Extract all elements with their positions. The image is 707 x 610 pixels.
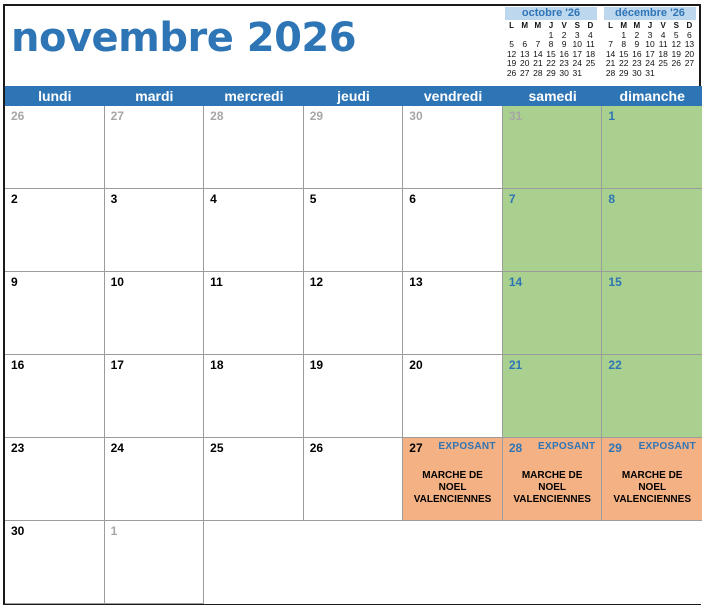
- day-number: 1: [110, 524, 118, 538]
- mini-calendar-title: décembre '26: [604, 7, 696, 20]
- day-number: 30: [11, 524, 25, 538]
- day-cell[interactable]: [503, 189, 603, 272]
- event-line: NOEL: [638, 482, 667, 493]
- day-cell[interactable]: [105, 355, 205, 438]
- event-description[interactable]: [403, 470, 502, 506]
- day-cell[interactable]: [403, 106, 503, 189]
- mini-day-header: V: [561, 21, 567, 30]
- mini-day[interactable]: 17: [645, 48, 655, 59]
- mini-day[interactable]: 23: [559, 58, 569, 69]
- weekday-label: lundi: [38, 88, 72, 104]
- day-cell[interactable]: [105, 521, 205, 604]
- mini-day[interactable]: 28: [533, 67, 543, 78]
- day-cell[interactable]: [5, 189, 105, 272]
- day-number: 19: [309, 358, 324, 372]
- mini-day[interactable]: [657, 69, 670, 79]
- mini-day[interactable]: 4: [660, 29, 666, 40]
- day-cell[interactable]: [5, 521, 105, 604]
- mini-day[interactable]: 21: [605, 58, 616, 69]
- mini-day[interactable]: 4: [588, 29, 593, 40]
- mini-day-header: J: [647, 21, 653, 30]
- day-cell[interactable]: [304, 355, 404, 438]
- mini-calendar-title: octobre '26: [505, 7, 597, 20]
- weekday-header: [5, 86, 702, 106]
- day-number: 26: [11, 109, 25, 123]
- weekday-label: mercredi: [224, 88, 284, 104]
- mini-day[interactable]: 26: [506, 67, 517, 78]
- mini-day[interactable]: 6: [522, 39, 528, 50]
- mini-day[interactable]: 12: [506, 48, 517, 59]
- event-line: NOEL: [538, 482, 567, 493]
- mini-day[interactable]: [584, 69, 597, 79]
- day-cell[interactable]: [204, 438, 304, 521]
- weekday-label: dimanche: [619, 88, 685, 104]
- mini-day[interactable]: 24: [572, 58, 582, 69]
- day-cell[interactable]: [204, 106, 304, 189]
- mini-calendar-december: [604, 7, 696, 79]
- mini-day[interactable]: 3: [574, 29, 580, 40]
- event-description[interactable]: [602, 470, 702, 506]
- event-line: VALENCIENNES: [413, 494, 492, 505]
- mini-day-header: M: [521, 21, 529, 30]
- mini-day[interactable]: 18: [585, 48, 596, 59]
- day-cell[interactable]: [503, 106, 603, 189]
- day-number: 9: [11, 275, 18, 289]
- day-cell[interactable]: [105, 189, 205, 272]
- empty-cell: [503, 521, 603, 604]
- day-number: 18: [210, 358, 224, 372]
- day-number: 6: [409, 192, 416, 206]
- day-number: 7: [508, 192, 516, 206]
- day-number: 13: [409, 275, 423, 289]
- mini-calendar-grid: [505, 21, 597, 79]
- day-cell[interactable]: [403, 355, 503, 438]
- mini-day[interactable]: 11: [658, 39, 668, 50]
- day-number: 5: [309, 192, 317, 206]
- mini-day[interactable]: [670, 69, 683, 79]
- mini-day[interactable]: 19: [671, 48, 681, 59]
- event-line: MARCHE DE: [422, 470, 483, 481]
- mini-day[interactable]: 10: [572, 39, 582, 50]
- day-cell[interactable]: [204, 272, 304, 355]
- mini-day[interactable]: [683, 69, 696, 79]
- mini-day[interactable]: 9: [634, 39, 640, 50]
- day-cell[interactable]: [304, 189, 404, 272]
- mini-day[interactable]: 1: [548, 29, 554, 40]
- day-cell[interactable]: [403, 272, 503, 355]
- mini-day[interactable]: 15: [618, 48, 629, 59]
- mini-day[interactable]: 20: [519, 58, 530, 69]
- day-cell[interactable]: [602, 106, 702, 189]
- event-tag: EXPOSANT: [438, 441, 496, 452]
- mini-day[interactable]: 13: [519, 48, 530, 59]
- day-cell[interactable]: [5, 272, 105, 355]
- mini-day[interactable]: 29: [546, 67, 556, 78]
- mini-day[interactable]: 9: [561, 39, 567, 50]
- mini-day[interactable]: 19: [506, 58, 517, 69]
- mini-day[interactable]: 14: [605, 48, 616, 59]
- day-cell[interactable]: [105, 106, 205, 189]
- day-number: 28: [508, 441, 523, 455]
- day-cell[interactable]: [5, 106, 105, 189]
- mini-day[interactable]: 2: [634, 29, 640, 40]
- day-number: 10: [110, 275, 124, 289]
- mini-day[interactable]: 1: [621, 29, 627, 40]
- mini-day[interactable]: 15: [546, 48, 556, 59]
- day-number: 12: [309, 275, 324, 289]
- day-number: 17: [110, 358, 124, 372]
- mini-day[interactable]: 25: [585, 58, 596, 69]
- weekday-label: jeudi: [337, 88, 370, 104]
- day-number: 24: [110, 441, 124, 455]
- day-number: 3: [110, 192, 118, 206]
- mini-day-header: S: [673, 21, 679, 30]
- empty-cell: [602, 521, 702, 604]
- day-cell[interactable]: [403, 189, 503, 272]
- mini-day[interactable]: 24: [645, 58, 655, 69]
- mini-day[interactable]: 26: [671, 58, 681, 69]
- empty-cell: [204, 521, 304, 604]
- day-cell[interactable]: [204, 355, 304, 438]
- mini-calendar-october: [505, 7, 597, 79]
- mini-day[interactable]: 27: [519, 67, 530, 78]
- day-number: 15: [608, 275, 622, 289]
- mini-day[interactable]: 22: [618, 58, 629, 69]
- mini-day[interactable]: 25: [658, 58, 668, 69]
- mini-day[interactable]: 8: [621, 39, 627, 50]
- mini-day-header: L: [608, 21, 614, 30]
- month-grid: [5, 106, 702, 604]
- mini-day[interactable]: 16: [632, 48, 642, 59]
- mini-day[interactable]: 30: [632, 67, 642, 78]
- day-number: 28: [210, 109, 224, 123]
- mini-day-header: S: [574, 21, 580, 30]
- day-cell[interactable]: [5, 355, 105, 438]
- day-number: 27: [409, 441, 423, 455]
- day-number: 27: [110, 109, 124, 123]
- mini-day[interactable]: 16: [559, 48, 569, 59]
- day-number: 2: [11, 192, 18, 206]
- day-number: 31: [508, 109, 523, 123]
- day-number: 4: [210, 192, 217, 206]
- mini-day-header: M: [633, 21, 641, 30]
- event-line: VALENCIENNES: [613, 494, 691, 505]
- day-number: 14: [508, 275, 523, 289]
- mini-day[interactable]: 30: [559, 67, 569, 78]
- mini-day[interactable]: 11: [586, 39, 595, 50]
- day-cell[interactable]: [105, 438, 205, 521]
- event-line: MARCHE DE: [621, 470, 683, 481]
- day-number: 21: [508, 358, 523, 372]
- day-number: 29: [608, 441, 622, 455]
- day-number: 1: [608, 109, 616, 123]
- day-cell[interactable]: [503, 438, 603, 521]
- day-cell[interactable]: [105, 272, 205, 355]
- empty-cell: [403, 521, 503, 604]
- empty-cell: [304, 521, 404, 604]
- event-description[interactable]: [503, 470, 602, 506]
- event-line: MARCHE DE: [521, 470, 583, 481]
- day-number: 25: [210, 441, 224, 455]
- day-number: 8: [608, 192, 616, 206]
- day-number: 22: [608, 358, 622, 372]
- mini-day[interactable]: 8: [548, 39, 554, 50]
- mini-day[interactable]: 5: [509, 39, 514, 50]
- day-cell[interactable]: [204, 189, 304, 272]
- day-cell[interactable]: [304, 272, 404, 355]
- mini-day[interactable]: 7: [535, 39, 541, 50]
- mini-day[interactable]: 31: [572, 67, 582, 78]
- mini-day[interactable]: 31: [645, 67, 655, 78]
- mini-day[interactable]: 7: [608, 39, 613, 50]
- weekday-label: samedi: [528, 88, 577, 104]
- mini-day[interactable]: 21: [533, 58, 543, 69]
- mini-day[interactable]: 23: [632, 58, 642, 69]
- mini-day[interactable]: 10: [645, 39, 655, 50]
- mini-day-header: M: [620, 21, 628, 30]
- event-line: VALENCIENNES: [513, 494, 591, 505]
- mini-day-header: V: [660, 21, 666, 30]
- mini-day[interactable]: 18: [658, 48, 668, 59]
- mini-day[interactable]: 28: [605, 67, 616, 78]
- weekday-label: vendredi: [423, 88, 483, 104]
- mini-day[interactable]: 5: [673, 29, 679, 40]
- mini-day[interactable]: 29: [618, 67, 629, 78]
- day-number: 11: [210, 275, 223, 289]
- day-cell[interactable]: [304, 438, 404, 521]
- day-number: 16: [11, 358, 25, 372]
- page-title: novembre 2026: [11, 15, 357, 61]
- event-tag: EXPOSANT: [638, 441, 696, 452]
- mini-calendar-grid: [604, 21, 696, 79]
- day-cell[interactable]: [403, 438, 503, 521]
- day-number: 30: [409, 109, 423, 123]
- mini-day[interactable]: 3: [647, 29, 653, 40]
- mini-day[interactable]: 13: [684, 39, 695, 50]
- mini-day[interactable]: 27: [684, 58, 695, 69]
- mini-day-header: M: [534, 21, 542, 30]
- day-number: 20: [409, 358, 423, 372]
- day-number: 26: [309, 441, 324, 455]
- mini-day[interactable]: 12: [671, 39, 681, 50]
- day-cell[interactable]: [503, 355, 603, 438]
- mini-day[interactable]: 20: [684, 48, 695, 59]
- mini-day[interactable]: 14: [533, 48, 543, 59]
- day-number: 29: [309, 109, 324, 123]
- mini-day[interactable]: 6: [687, 29, 692, 40]
- day-cell[interactable]: [602, 355, 702, 438]
- weekday-label: mardi: [135, 88, 174, 104]
- event-line: NOEL: [438, 482, 467, 493]
- day-cell[interactable]: [602, 272, 702, 355]
- mini-day-header: D: [587, 21, 594, 30]
- day-cell[interactable]: [602, 189, 702, 272]
- mini-day-header: L: [509, 21, 515, 30]
- mini-day[interactable]: 17: [572, 48, 582, 59]
- mini-day-header: J: [548, 21, 554, 30]
- event-tag: EXPOSANT: [538, 441, 596, 452]
- day-cell[interactable]: [5, 438, 105, 521]
- day-cell[interactable]: [503, 272, 603, 355]
- day-cell[interactable]: [602, 438, 702, 521]
- mini-day[interactable]: 22: [546, 58, 556, 69]
- mini-day-header: D: [686, 21, 693, 30]
- day-cell[interactable]: [304, 106, 404, 189]
- mini-day[interactable]: 2: [561, 29, 567, 40]
- day-number: 23: [11, 441, 25, 455]
